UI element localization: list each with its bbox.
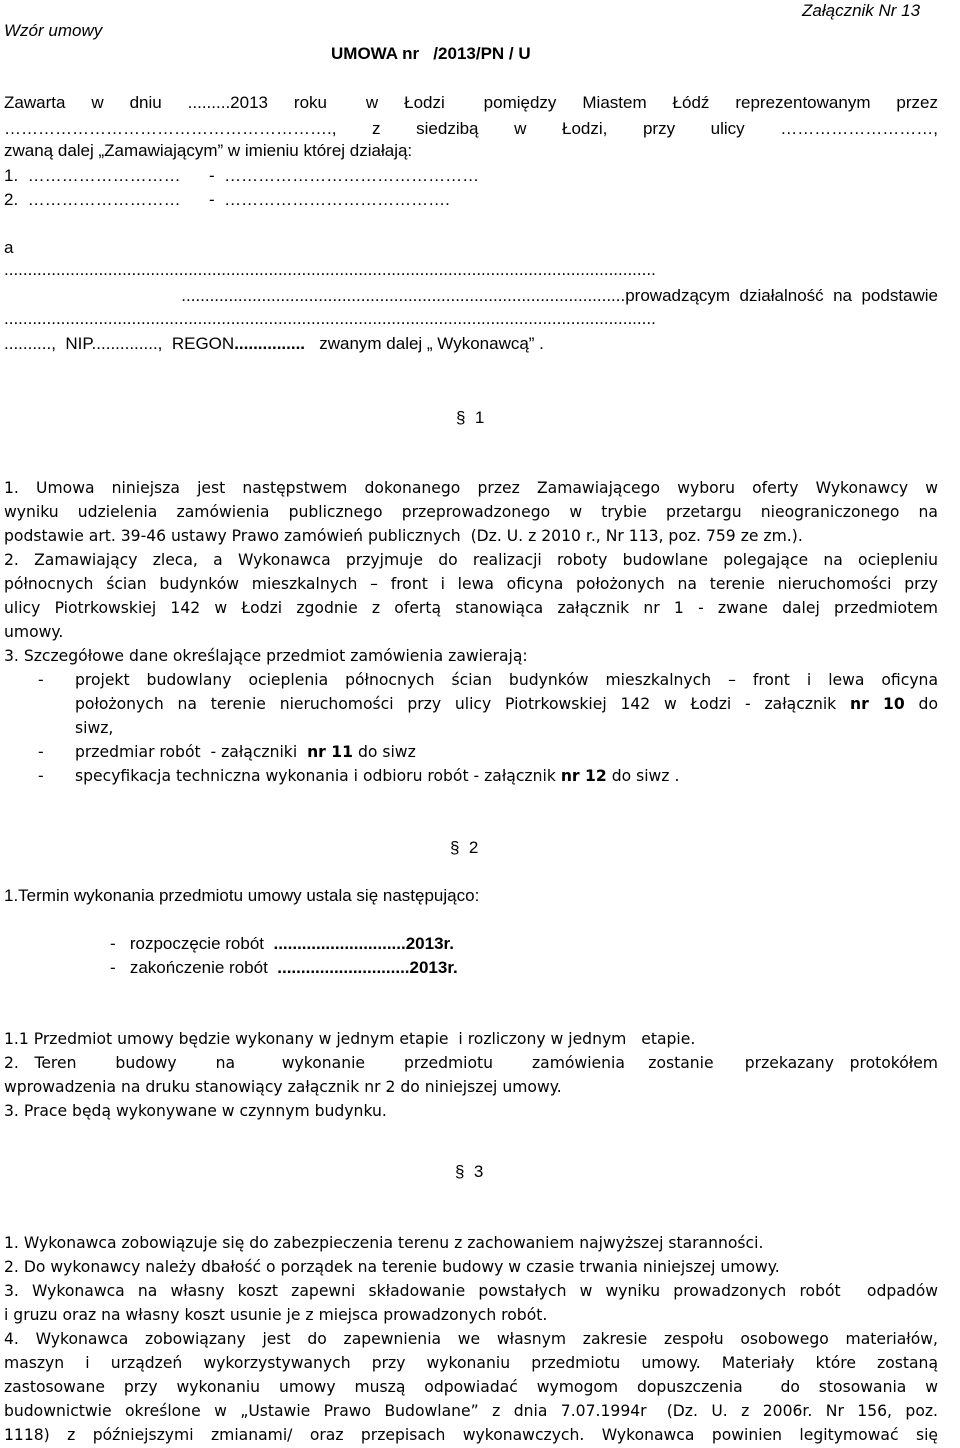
end-date: ............................2013r.	[277, 958, 458, 977]
s2-p2-line-2: wprowadzenia na druku stanowiący załącznik nr 2 do niniejszej umowy.	[4, 1078, 562, 1096]
regon-dots: ...............	[234, 334, 306, 353]
bullet-1-line-2	[75, 695, 938, 713]
wykonawca-text: zwanym dalej „ Wykonawcą” .	[305, 334, 544, 353]
bullet-2-nr: nr 11	[307, 743, 353, 761]
intro-line-2: …………………………………………………., z siedzibą w Łodzi, przy ulicy ………………………,	[4, 119, 938, 138]
s2-p11: 1.1 Przedmiot umowy będzie wykonany w jednym etapie i rozliczony w jednym etapie.	[4, 1030, 696, 1048]
bullet-1-text: położonych na terenie nieruchomości przy ulicy Piotrkowskiej 142 w Łodzi - załącznik	[75, 695, 850, 713]
bullet-dash-1: -	[38, 671, 44, 689]
s1-p2-line-1: 2. Zamawiający zleca, a Wykonawca przyjmuje do realizacji roboty budowlane polegające na ociepleniu	[4, 551, 938, 569]
s3-p4-line-4: budownictwie określone w „Ustawie Prawo Budowlane” z dnia 7.07.1994r (Dz. U. z 2006r. Nr 156, poz.	[4, 1402, 938, 1420]
s1-p3: 3. Szczegółowe dane określające przedmiot zamówienia zawierają:	[4, 647, 528, 665]
intro-dots-1: ..........................................................................................................................................	[4, 260, 656, 279]
s2-p2-line-1: 2. Teren budowy na wykonanie przedmiotu zamówienia zostanie przekazany protokółem	[4, 1054, 938, 1072]
intro-line-1: Zawarta w dniu .........2013 roku w Łodzi pomiędzy Miastem Łódź reprezentowanym przez	[4, 93, 938, 112]
s2-p1: 1.Termin wykonania przedmiotu umowy ustala się następująco:	[4, 886, 480, 905]
section-3-heading: § 3	[455, 1162, 484, 1181]
s1-p1-line-2: wyniku udzielenia zamówienia publicznego przeprowadzonego w trybie przetargu nieograniczonego na	[4, 503, 938, 521]
template-label: Wzór umowy	[4, 21, 103, 40]
bullet-1-line-1: projekt budowlany ocieplenia północnych ścian budynków mieszkalnych – front i lewa oficyna	[75, 671, 938, 689]
bullet-1-do: do	[904, 695, 938, 713]
s2-p3: 3. Prace będą wykonywane w czynnym budynku.	[4, 1102, 387, 1120]
start-date: ............................2013r.	[273, 934, 454, 953]
bullet-3-text: specyfikacja techniczna wykonania i odbioru robót - załącznik	[75, 767, 561, 785]
end-label: - zakończenie robót	[110, 958, 278, 977]
start-label: - rozpoczęcie robót	[110, 934, 274, 953]
s2-end-row	[110, 958, 458, 978]
s3-p4-line-1: 4. Wykonawca zobowiązany jest do zapewnienia we własnym zakresie zespołu osobowego materiałów,	[4, 1330, 938, 1348]
intro-line-5: 2. ……………………… - ………………………………….	[4, 190, 450, 209]
attachment-label: Załącznik Nr 13	[802, 1, 921, 20]
s3-p2: 2. Do wykonawcy należy dbałość o porządek na terenie budowy w czasie trwania niniejszej umowy.	[4, 1258, 780, 1276]
s3-p4-line-2: maszyn i urządzeń wykorzystywanych przy wykonaniu przedmiotu umowy. Materiały które zostaną	[4, 1354, 938, 1372]
intro-line-prowadzacym: ..............................................................................................prowadzącym działalność na podstawie	[181, 286, 938, 305]
bullet-1-nr: nr 10	[850, 695, 905, 713]
s2-start-row	[110, 934, 454, 954]
intro-dots-2: ..........................................................................................................................................	[4, 309, 656, 328]
intro-line-3: zwaną dalej „Zamawiającym” w imieniu której działają:	[4, 141, 413, 160]
bullet-1-line-3: siwz,	[75, 719, 114, 737]
s3-p4-line-3: zastosowane przy wykonaniu umowy muszą odpowiadać wymogom dopuszczenia do stosowania w	[4, 1378, 938, 1396]
bullet-3-nr: nr 12	[560, 767, 607, 785]
bullet-2-do: do siwz	[353, 743, 416, 761]
bullet-3	[75, 767, 679, 785]
section-1-heading: § 1	[456, 408, 485, 427]
nip-regon-text: .........., NIP.............., REGON	[4, 334, 235, 353]
bullet-3-do: do siwz .	[606, 767, 680, 785]
s3-p1: 1. Wykonawca zobowiązuje się do zabezpieczenia terenu z zachowaniem najwyższej staranności.	[4, 1234, 764, 1252]
s1-p1-line-1: 1. Umowa niniejsza jest następstwem dokonanego przez Zamawiającego wyboru oferty Wykonawcy w	[4, 479, 938, 497]
bullet-2	[75, 743, 416, 761]
s3-p3-line-1: 3. Wykonawca na własny koszt zapewni składowanie powstałych w wyniku prowadzonych robót odpadów	[4, 1282, 938, 1300]
section-2-heading: § 2	[450, 838, 479, 857]
contract-title: UMOWA nr /2013/PN / U	[331, 44, 531, 63]
s1-p1-line-3: podstawie art. 39-46 ustawy Prawo zamówień publicznych (Dz. U. z 2010 r., Nr 113, poz. 759 ze zm.).	[4, 527, 803, 545]
s3-p3-line-2: i gruzu oraz na własny koszt usunie je z miejsca prowadzonych robót.	[4, 1306, 548, 1324]
intro-line-a: a	[4, 238, 14, 257]
intro-line-nip-regon	[4, 334, 544, 354]
s3-p4-line-5: 1118) z późniejszymi zmianami/ oraz przepisach wykonawczych. Wykonawca powinien legitymować się	[4, 1426, 938, 1444]
bullet-dash-3: -	[38, 767, 44, 785]
s1-p2-line-4: umowy.	[4, 623, 64, 641]
s1-p2-line-3: ulicy Piotrkowskiej 142 w Łodzi zgodnie z ofertą stanowiąca załącznik nr 1 - zwane dalej przedmiotem	[4, 599, 938, 617]
intro-line-4: 1. ……………………… - ………………………………………	[4, 166, 480, 185]
s1-p2-line-2: północnych ścian budynków mieszkalnych – front i lewa oficyna położonych na terenie nieruchomości przy	[4, 575, 938, 593]
bullet-dash-2: -	[38, 743, 44, 761]
bullet-2-text: przedmiar robót - załączniki	[75, 743, 308, 761]
